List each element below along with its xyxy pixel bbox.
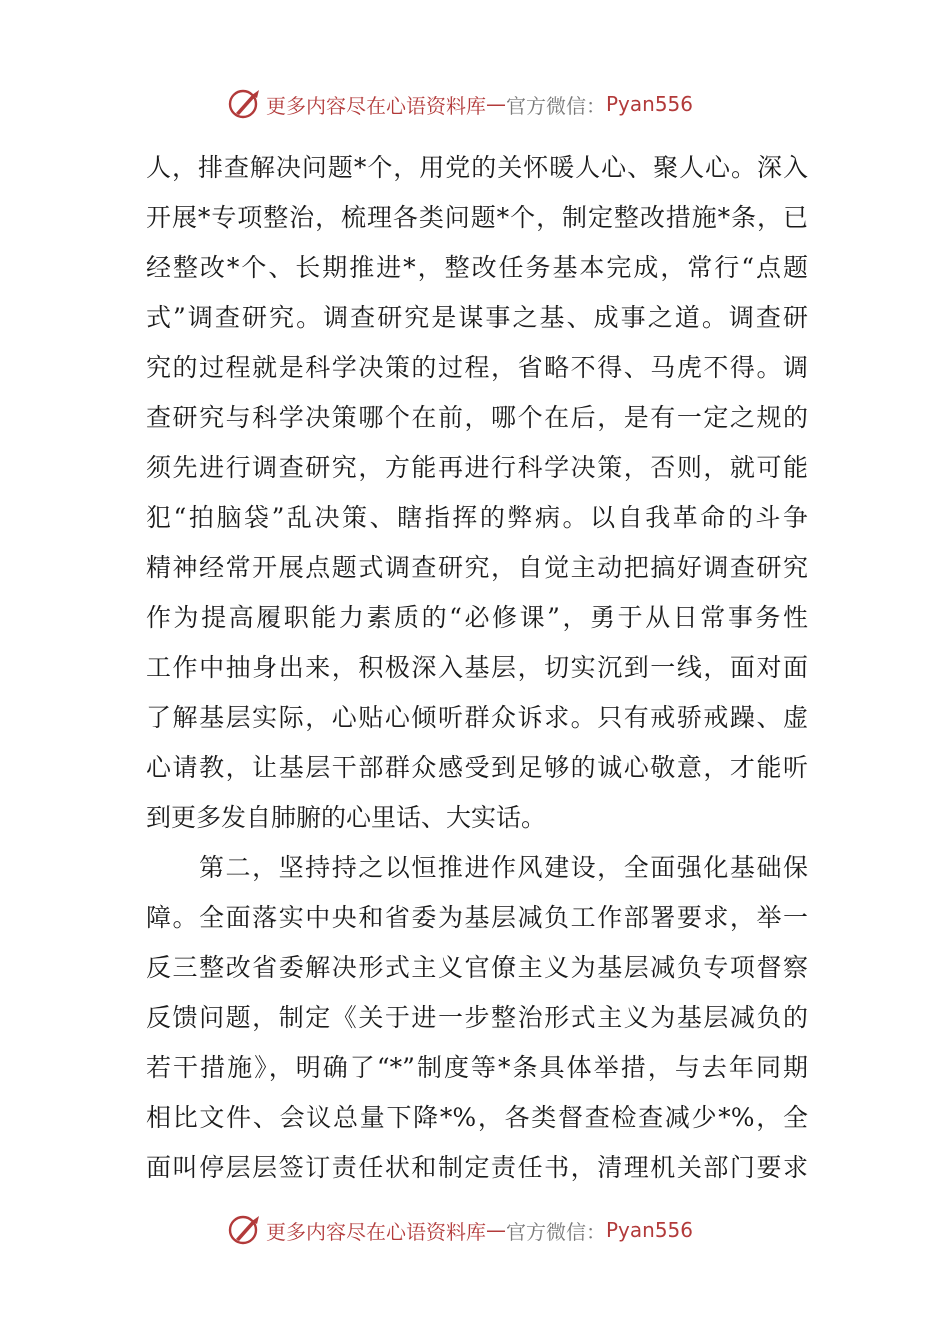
banner-official-label: 官方微信：	[506, 1219, 606, 1244]
text-line: 面叫停层层签订责任状和制定责任书，清理机关部门要求	[146, 1153, 808, 1182]
text-line: 障。全面落实中央和省委为基层减负工作部署要求，举一	[146, 903, 808, 932]
banner-wechat-id: Pyan556	[606, 92, 694, 116]
text-line-paragraph-start: 第二，坚持持之以恒推进作风建设，全面强化基础保	[199, 853, 808, 882]
banner-official-label: 官方微信：	[506, 93, 606, 118]
text-line: 相比文件、会议总量下降*%，各类督查检查减少*%，全	[146, 1103, 808, 1132]
quill-pen-logo-icon	[228, 87, 262, 121]
text-line: 了解基层实际，心贴心倾听群众诉求。只有戒骄戒躁、虚	[146, 703, 808, 732]
text-line: 查研究与科学决策哪个在前，哪个在后，是有一定之规的	[146, 403, 808, 432]
text-line: 作为提高履职能力素质的“必修课”，勇于从日常事务性	[146, 603, 808, 632]
text-line: 须先进行调查研究，方能再进行科学决策，否则，就可能	[146, 453, 808, 482]
text-line: 工作中抽身出来，积极深入基层，切实沉到一线，面对面	[146, 653, 808, 682]
text-line: 反馈问题，制定《关于进一步整治形式主义为基层减负的	[146, 1003, 808, 1032]
quill-pen-logo-icon	[228, 1213, 262, 1247]
text-line: 开展*专项整治，梳理各类问题*个，制定整改措施*条，已	[146, 203, 808, 232]
banner-text: 更多内容尽在心语资料库	[266, 93, 486, 118]
text-line: 人，排查解决问题*个，用党的关怀暖人心、聚人心。深入	[146, 153, 808, 182]
banner-wechat-id: Pyan556	[606, 1218, 694, 1242]
text-line: 精神经常开展点题式调查研究，自觉主动把搞好调查研究	[146, 553, 808, 582]
text-line: 究的过程就是科学决策的过程，省略不得、马虎不得。调	[146, 353, 808, 382]
document-body	[146, 143, 808, 1193]
text-line: 心请教，让基层干部群众感受到足够的诚心敬意，才能听	[146, 753, 808, 782]
banner-separator: —	[486, 92, 506, 116]
banner-separator: —	[486, 1218, 506, 1242]
text-line: 若干措施》，明确了“*”制度等*条具体举措，与去年同期	[146, 1053, 808, 1082]
text-line: 反三整改省委解决形式主义官僚主义为基层减负专项督察	[146, 953, 808, 982]
footer-banner	[228, 1210, 693, 1250]
banner-text: 更多内容尽在心语资料库	[266, 1219, 486, 1244]
text-line: 经整改*个、长期推进*，整改任务基本完成，常行“点题	[146, 253, 808, 282]
text-line-paragraph-end: 到更多发自肺腑的心里话、大实话。	[146, 803, 547, 832]
header-banner	[228, 84, 693, 124]
text-line: 式”调查研究。调查研究是谋事之基、成事之道。调查研	[146, 303, 808, 332]
text-line: 犯“拍脑袋”乱决策、瞎指挥的弊病。以自我革命的斗争	[146, 503, 808, 532]
